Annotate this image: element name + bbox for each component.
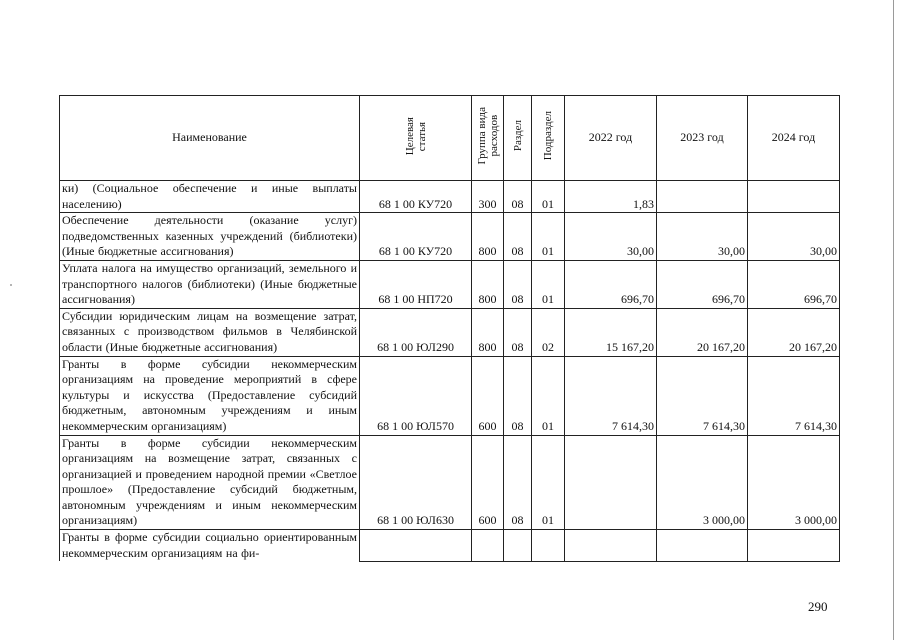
header-target-article: Целевая статья: [360, 96, 472, 181]
row-subsection: 01: [532, 181, 565, 213]
row-name: Гранты в форме субсидии некоммерческим организациям на возмещение затрат, связанных с организацией и проведением народной премии «Светлое прошлое» (Предоставление субсидий бюджетным, автономным учреждениям и иным некоммерческим организациям): [60, 435, 360, 530]
row-expense-group: 600: [472, 435, 504, 530]
row-subsection: 01: [532, 260, 565, 308]
row-value-2022: 696,70: [565, 260, 657, 308]
row-name: Гранты в форме субсидии некоммерческим организациям на проведение мероприятий в сфере культуры и искусства (Предоставление субсидий бюджетным, автономным учреждениям и иным некоммерческим организациям): [60, 356, 360, 435]
row-section: 08: [504, 260, 532, 308]
row-expense-group: [472, 530, 504, 562]
row-target-article: 68 1 00 КУ720: [360, 181, 472, 213]
row-subsection: 02: [532, 308, 565, 356]
row-section: [504, 530, 532, 562]
row-value-2023: 30,00: [657, 213, 748, 261]
row-subsection: [532, 530, 565, 562]
row-name: Уплата налога на имущество организаций, земельного и транспортного налогов (библиотеки) (Иные бюджетные ассигнования): [60, 260, 360, 308]
row-expense-group: 800: [472, 308, 504, 356]
table-row: [60, 181, 840, 213]
row-target-article: 68 1 00 ЮЛ630: [360, 435, 472, 530]
row-value-2022: [565, 530, 657, 562]
row-value-2024: [748, 530, 840, 562]
row-expense-group: 800: [472, 213, 504, 261]
row-value-2023: 20 167,20: [657, 308, 748, 356]
row-expense-group: 600: [472, 356, 504, 435]
row-expense-group: 800: [472, 260, 504, 308]
row-value-2022: 30,00: [565, 213, 657, 261]
row-value-2022: 1,83: [565, 181, 657, 213]
row-section: 08: [504, 435, 532, 530]
row-value-2023: [657, 181, 748, 213]
row-value-2023: 7 614,30: [657, 356, 748, 435]
table-row: [60, 308, 840, 356]
row-target-article: 68 1 00 НП720: [360, 260, 472, 308]
row-value-2024: 696,70: [748, 260, 840, 308]
scan-speck: [10, 284, 12, 286]
row-section: 08: [504, 181, 532, 213]
row-value-2024: 30,00: [748, 213, 840, 261]
row-subsection: 01: [532, 356, 565, 435]
row-value-2023: 3 000,00: [657, 435, 748, 530]
header-expense-group: Группа вида расходов: [472, 96, 504, 181]
row-name: ки) (Социальное обеспечение и иные выплаты населению): [60, 181, 360, 213]
row-section: 08: [504, 308, 532, 356]
table-row: [60, 530, 840, 562]
row-name: Субсидии юридическим лицам на возмещение затрат, связанных с производством фильмов в Челябинской области (Иные бюджетные ассигнования): [60, 308, 360, 356]
header-section: Раздел: [504, 96, 532, 181]
row-target-article: 68 1 00 КУ720: [360, 213, 472, 261]
row-value-2024: 3 000,00: [748, 435, 840, 530]
row-section: 08: [504, 356, 532, 435]
table-row: [60, 356, 840, 435]
budget-table: [59, 95, 840, 562]
row-value-2022: [565, 435, 657, 530]
table-header-row: [60, 96, 840, 181]
header-2022: 2022 год: [565, 96, 657, 181]
row-value-2024: [748, 181, 840, 213]
scan-edge-line: [893, 0, 894, 640]
row-target-article: 68 1 00 ЮЛ290: [360, 308, 472, 356]
row-name: Гранты в форме субсидии социально ориентированным некоммерческим организациям на фи-: [60, 530, 360, 562]
row-value-2024: 20 167,20: [748, 308, 840, 356]
header-subsection: Подраздел: [532, 96, 565, 181]
row-value-2024: 7 614,30: [748, 356, 840, 435]
row-value-2022: 7 614,30: [565, 356, 657, 435]
header-name: Наименование: [60, 96, 360, 181]
row-section: 08: [504, 213, 532, 261]
row-target-article: [360, 530, 472, 562]
row-value-2022: 15 167,20: [565, 308, 657, 356]
header-2024: 2024 год: [748, 96, 840, 181]
page-number: 290: [808, 599, 828, 614]
row-subsection: 01: [532, 435, 565, 530]
row-expense-group: 300: [472, 181, 504, 213]
row-value-2023: [657, 530, 748, 562]
row-value-2023: 696,70: [657, 260, 748, 308]
row-target-article: 68 1 00 ЮЛ570: [360, 356, 472, 435]
table-row: [60, 260, 840, 308]
row-subsection: 01: [532, 213, 565, 261]
header-2023: 2023 год: [657, 96, 748, 181]
row-name: Обеспечение деятельности (оказание услуг) подведомственных казенных учреждений (библиотеки) (Иные бюджетные ассигнования): [60, 213, 360, 261]
table-row: [60, 435, 840, 530]
table-row: [60, 213, 840, 261]
